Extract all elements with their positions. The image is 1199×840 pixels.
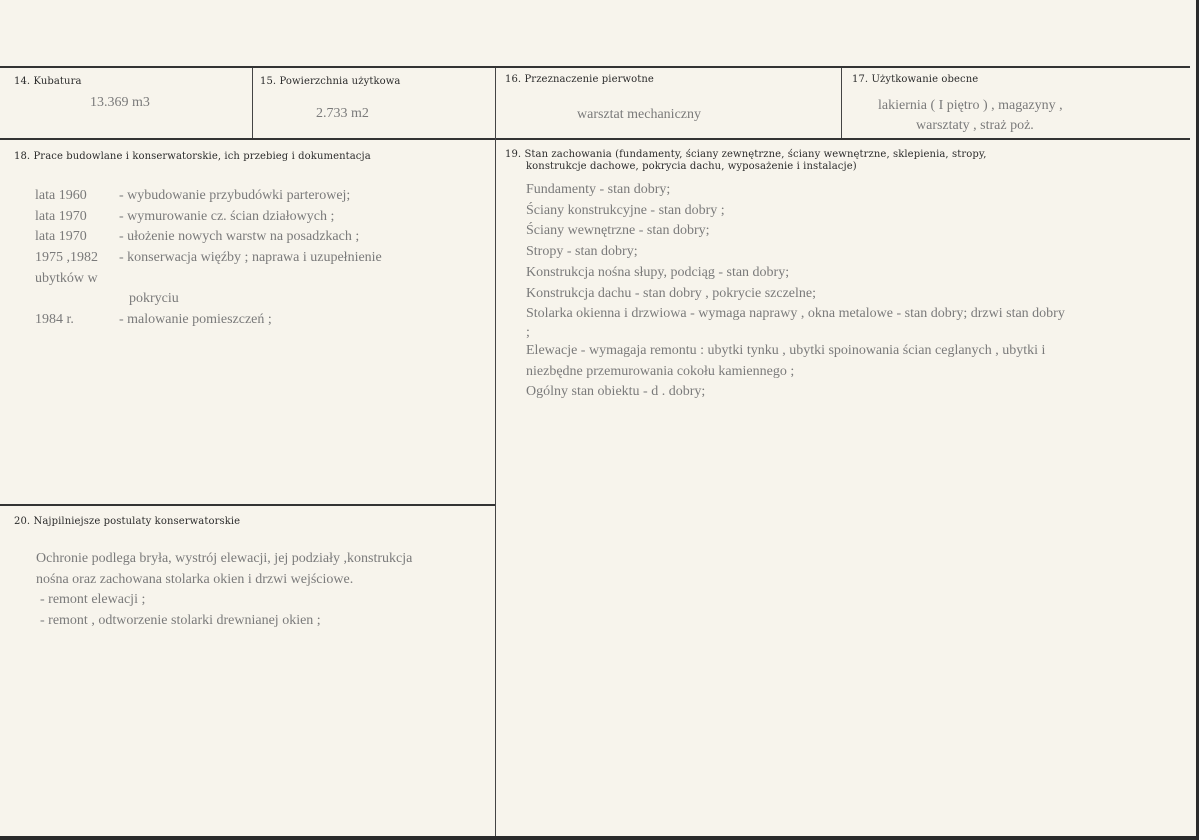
entry-text: - konserwacja więźby ; naprawa i uzupełnienie: [119, 250, 382, 266]
entry-text: - wybudowanie przybudówki parterowej;: [119, 188, 351, 203]
entry-text: pokryciu: [129, 291, 179, 307]
condition-line: Ściany wewnętrzne - stan dobry;: [526, 223, 710, 239]
condition-line: Stropy - stan dobry;: [526, 244, 638, 260]
entry-date: lata 1970: [35, 208, 87, 224]
field-14-value: 13.369 m3: [90, 95, 150, 110]
field-15-value: 2.733 m2: [316, 106, 369, 121]
condition-line: niezbędne przemurowania cokołu kamiennego ;: [526, 363, 795, 379]
postulate-line: Ochronie podlega bryła, wystrój elewacji, jej podziały ,konstrukcja: [36, 551, 413, 566]
entry-date: 1984 r.: [35, 312, 74, 328]
field-17-value-line1: lakiernia ( I piętro ) , magazyny ,: [878, 98, 1063, 113]
field-16-label: 16. Przeznaczenie pierwotne: [505, 74, 654, 85]
field-16-value: warsztat mechaniczny: [577, 107, 701, 122]
field-20-lines: [36, 549, 412, 632]
condition-line: Fundamenty - stan dobry;: [526, 182, 671, 197]
condition-line: Ściany konstrukcyjne - stan dobry ;: [526, 202, 725, 218]
entry-text: - ułożenie nowych warstw na posadzkach ;: [119, 229, 360, 245]
field-19-label-line2: konstrukcje dachowe, pokrycia dachu, wyposażenie i instalacje): [526, 161, 857, 172]
field-18-label: 18. Prace budowlane i konserwatorskie, ich przebieg i dokumentacja: [14, 151, 371, 162]
field-19-lines: [526, 180, 1065, 403]
card-bottom-edge: [0, 836, 1199, 840]
entry-date: lata 1960: [35, 188, 87, 203]
entry-row: [35, 186, 485, 207]
entry-row: [35, 289, 485, 310]
postulate-line: - remont , odtworzenie stolarki drewnianej okien ;: [40, 613, 321, 629]
section-20-rule: [0, 504, 495, 506]
middle-rule: [0, 138, 1190, 140]
field-19-label-line1: 19. Stan zachowania (fundamenty, ściany zewnętrzne, ściany wewnętrzne, sklepienia, stropy,: [505, 149, 987, 160]
condition-line: Konstrukcja dachu - stan dobry , pokrycie szczelne;: [526, 285, 817, 301]
field-17-label: 17. Użytkowanie obecne: [852, 74, 979, 85]
field-15-label: 15. Powierzchnia użytkowa: [260, 76, 401, 87]
divider-15-16: [495, 68, 496, 836]
entry-date: ubytków w: [35, 270, 98, 286]
divider-14-15: [252, 68, 253, 138]
entry-date: 1975 ,1982: [35, 250, 98, 266]
condition-line: ;: [526, 324, 530, 340]
field-20-label: 20. Najpilniejsze postulaty konserwatorskie: [14, 516, 241, 527]
entry-row: [35, 227, 485, 248]
entry-text: - wymurowanie cz. ścian działowych ;: [119, 208, 335, 224]
postulate-line: - remont elewacji ;: [40, 592, 146, 608]
entry-date: lata 1970: [35, 229, 87, 245]
entry-text: - malowanie pomieszczeń ;: [119, 312, 272, 328]
condition-line: Elewacje - wymagaja remontu : ubytki tynku , ubytki spoinowania ścian ceglanych , ubytki i: [526, 342, 1046, 358]
entry-row: [35, 310, 485, 331]
entry-row: [35, 269, 485, 290]
entry-row: [35, 248, 485, 269]
condition-line: Konstrukcja nośna słupy, podciąg - stan dobry;: [526, 264, 790, 280]
postulate-line: nośna oraz zachowana stolarka okien i drzwi wejściowe.: [36, 571, 354, 587]
condition-line: Ogólny stan obiektu - d . dobry;: [526, 384, 706, 400]
field-17-value-line2: warsztaty , straż poż.: [916, 118, 1034, 133]
top-rule: [0, 66, 1190, 68]
entry-row: [35, 207, 485, 228]
divider-16-17: [841, 68, 842, 138]
field-18-entries: [35, 186, 485, 331]
condition-line: Stolarka okienna i drzwiowa - wymaga naprawy , okna metalowe - stan dobry; drzwi stan dobry: [526, 306, 1065, 322]
field-14-label: 14. Kubatura: [14, 76, 82, 87]
